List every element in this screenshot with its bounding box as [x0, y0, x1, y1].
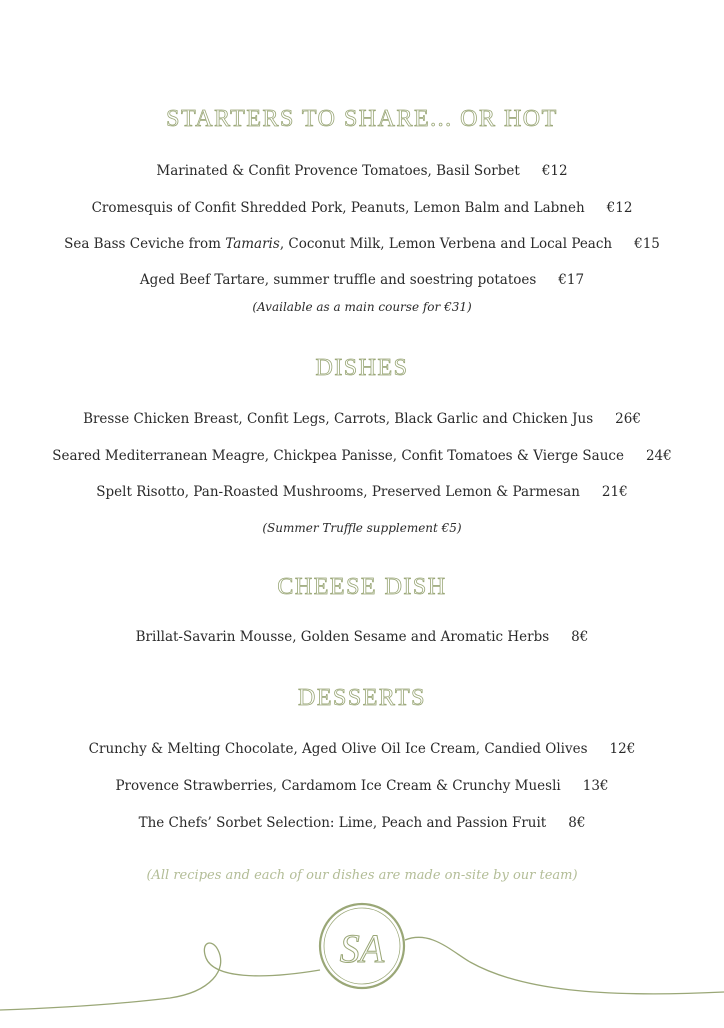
menu-item: [0, 200, 724, 216]
item-price: €12: [606, 200, 633, 216]
section-title-desserts: DESSERTS: [298, 685, 426, 711]
logo-area: [0, 900, 724, 1024]
item-price: 26€: [615, 411, 641, 427]
item-price: €17: [558, 272, 585, 288]
item-name: Provence Strawberries, Cardamom Ice Cream & Crunchy Muesli: [115, 778, 561, 794]
item-name: Sea Bass Ceviche from Tamaris, Coconut Milk, Lemon Verbena and Local Peach: [64, 236, 613, 252]
section-title-cheese: CHEESE DISH: [277, 574, 447, 600]
item-name: Bresse Chicken Breast, Confit Legs, Carrots, Black Garlic and Chicken Jus: [83, 411, 594, 427]
flourish-line: [0, 943, 320, 1010]
dishes-note: (Summer Truffle supplement €5): [262, 521, 462, 535]
menu-item: [0, 741, 724, 757]
menu-item: [0, 411, 724, 427]
item-price: 8€: [568, 815, 586, 831]
item-price: 21€: [601, 484, 628, 500]
item-price: 12€: [609, 741, 636, 757]
menu-item: [0, 484, 724, 500]
item-price: 13€: [582, 778, 609, 794]
item-price: 8€: [571, 629, 589, 645]
decorative-flourish: [0, 900, 724, 1024]
item-name: Brillat-Savarin Mousse, Golden Sesame and Aromatic Herbs: [135, 629, 550, 645]
menu-item: [0, 629, 724, 645]
flourish-line-right: [405, 937, 724, 994]
menu-item: [0, 815, 724, 831]
item-price: €12: [541, 163, 568, 179]
item-name: Seared Mediterranean Meagre, Chickpea Panisse, Confit Tomatoes & Vierge Sauce: [52, 448, 624, 464]
item-name: Spelt Risotto, Pan-Roasted Mushrooms, Preserved Lemon & Parmesan: [96, 484, 580, 500]
starters-note: (Available as a main course for €31): [252, 300, 472, 314]
item-price: 24€: [645, 448, 672, 464]
menu-item: [0, 272, 724, 288]
logo-monogram: SA: [339, 926, 385, 971]
footer-note: (All recipes and each of our dishes are made on-site by our team): [146, 868, 578, 883]
item-name: Crunchy & Melting Chocolate, Aged Olive Oil Ice Cream, Candied Olives: [88, 741, 588, 757]
menu-item: [0, 163, 724, 179]
section-title-dishes: DISHES: [315, 355, 409, 381]
item-name: Aged Beef Tartare, summer truffle and soestring potatoes: [139, 272, 537, 288]
item-name: Cromesquis of Confit Shredded Pork, Peanuts, Lemon Balm and Labneh: [91, 200, 585, 216]
item-name: Marinated & Confit Provence Tomatoes, Basil Sorbet: [156, 163, 520, 179]
menu-item: [0, 778, 724, 794]
menu-item: [0, 236, 724, 252]
section-title-starters: STARTERS TO SHARE... OR HOT: [166, 106, 558, 132]
item-price: €15: [634, 236, 660, 252]
item-name: The Chefs’ Sorbet Selection: Lime, Peach and Passion Fruit: [138, 815, 547, 831]
menu-item: [0, 448, 724, 464]
